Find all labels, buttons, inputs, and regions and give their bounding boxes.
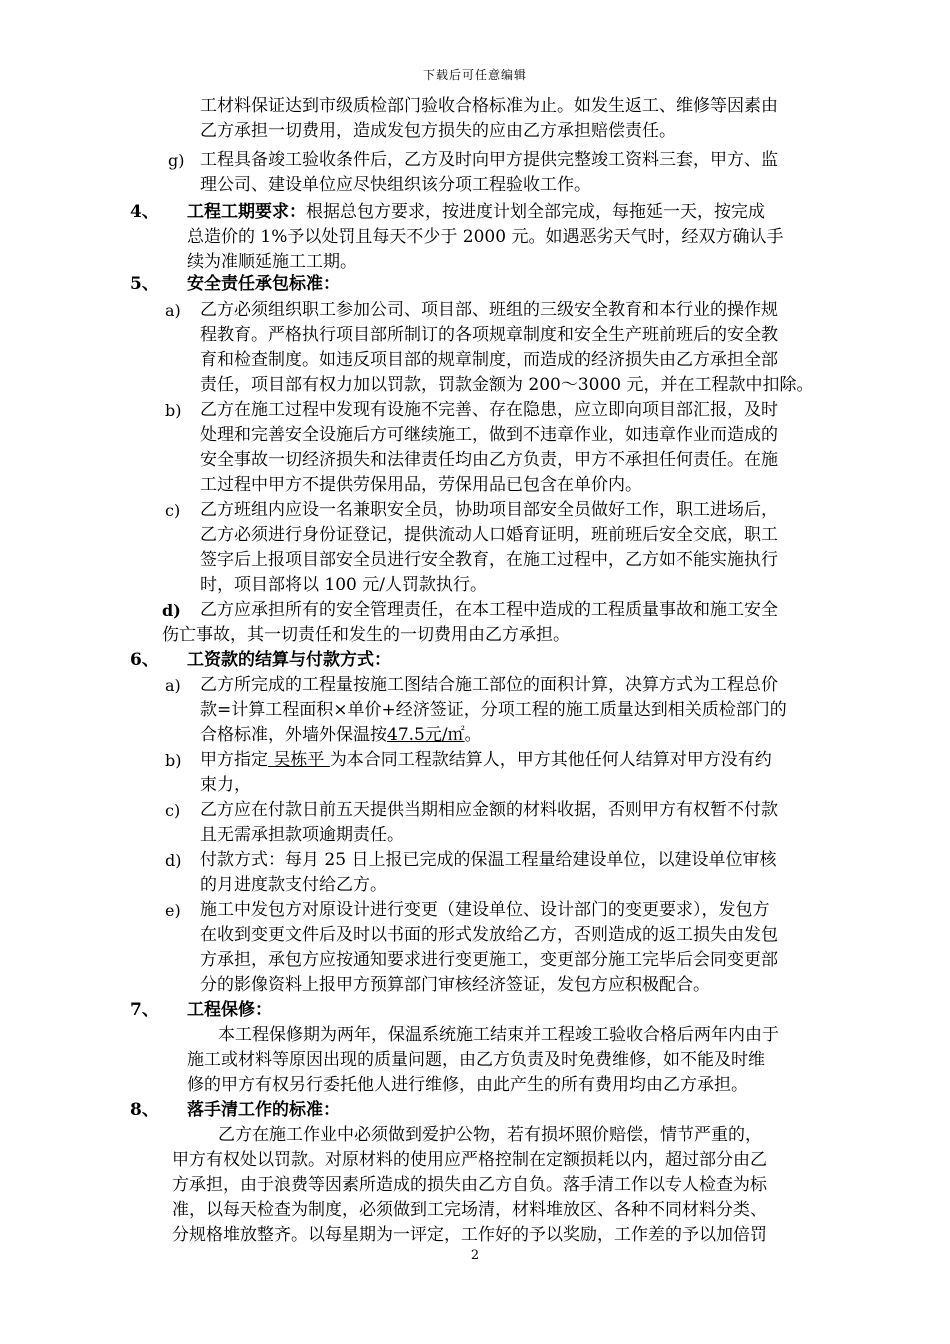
section-heading: 工程工期要求：	[187, 202, 306, 222]
text-line: 施工中发包方对原设计进行变更（建设单位、设计部门的变更要求），发包方	[200, 900, 770, 920]
text-line: 准，以每天检查为制度，必须做到工完场清，材料堆放区、各种不同材料分类、	[172, 1200, 767, 1220]
text-line: 束力，	[200, 775, 251, 795]
text-line: 总造价的 1%予以处罚且每天不少于 2000 元。如遇恶劣天气时，经双方确认手	[187, 227, 784, 247]
text-line: 乙方应承担所有的安全管理责任，在本工程中造成的工程质量事故和施工安全	[200, 600, 778, 620]
section-heading: 工程保修：	[187, 1000, 272, 1020]
text-line: 付款方式：每月 25 日上报已完成的保温工程量给建设单位，以建设单位审核	[200, 850, 777, 870]
text-line: 乙方在施工过程中发现有设施不完善、存在隐患，应立即向项目部汇报，及时	[200, 400, 778, 420]
text-line: 时，项目部将以 100 元/人罚款执行。	[200, 575, 487, 595]
text-line: 理公司、建设单位应尽快组织该分项工程验收工作。	[200, 175, 591, 195]
text-line: 施工或材料等原因出现的质量问题，由乙方负责及时免费维修，如不能及时维	[187, 1050, 765, 1070]
section-heading: 工资款的结算与付款方式：	[187, 650, 391, 670]
text-line: 伤亡事故，其一切责任和发生的一切费用由乙方承担。	[162, 625, 570, 645]
section-number: 5、	[130, 274, 159, 294]
text-line: 分的影像资料上报甲方预算部门审核经济签证，发包方应积极配合。	[200, 975, 710, 995]
text-line: 分规格堆放整齐。以每星期为一评定，工作好的予以奖励，工作差的予以加倍罚	[172, 1225, 767, 1245]
text-line: 本工程保修期为两年，保温系统施工结束并工程竣工验收合格后两年内由于	[218, 1025, 779, 1045]
text-line: 乙方必须组织职工参加公司、项目部、班组的三级安全教育和本行业的操作规	[200, 300, 778, 320]
text-line: 乙方班组内应设一名兼职安全员，协助项目部安全员做好工作，职工进场后，	[200, 500, 778, 520]
text-line: 且无需承担款项逾期责任。	[200, 825, 404, 845]
list-marker: a)	[165, 301, 181, 320]
section-number: 4、	[130, 202, 159, 222]
text-line: 乙方承担一切费用，造成发包方损失的应由乙方承担赔偿责任。	[200, 121, 676, 141]
section-number: 7、	[130, 1000, 159, 1020]
list-marker: c)	[165, 801, 181, 820]
list-marker: e)	[165, 901, 181, 920]
text-line: 工程具备竣工验收条件后，乙方及时向甲方提供完整竣工资料三套，甲方、监	[200, 150, 778, 170]
list-marker: a)	[165, 676, 181, 695]
text-line: 安全事故一切经济损失和法律责任均由乙方负责，甲方不承担任何责任。在施	[200, 450, 778, 470]
text-line: 签字后上报项目部安全员进行安全教育，在施工过程中，乙方如不能实施执行	[200, 550, 778, 570]
list-marker: b)	[165, 401, 182, 420]
text-line: 合格标准，外墙外保温按47.5元/㎡。	[200, 725, 482, 745]
text-line: 责任，项目部有权力加以罚款，罚款金额为 200～3000 元，并在工程款中扣除。	[200, 375, 814, 395]
list-marker: b)	[165, 751, 182, 770]
page-header: 下载后可任意编辑	[422, 68, 527, 82]
text-line: 款=计算工程面积×单价+经济签证，分项工程的施工质量达到相关质检部门的	[200, 700, 787, 720]
section-number: 8、	[130, 1100, 159, 1120]
list-marker: d)	[162, 601, 181, 620]
section-number: 6、	[130, 650, 159, 670]
section-heading: 安全责任承包标准：	[187, 274, 340, 294]
text-line: 续为准顺延施工工期。	[187, 252, 357, 272]
insulation-price: 47.5元/㎡	[387, 725, 465, 745]
settlement-person: 吴栋平	[268, 750, 330, 770]
text-line: 修的甲方有权另行委托他人进行维修，由此产生的所有费用均由乙方承担。	[187, 1075, 748, 1095]
text-line: 甲方指定 吴栋平 为本合同工程款结算人，甲方其他任何人结算对甲方没有约	[200, 750, 772, 770]
list-marker: g)	[168, 151, 185, 170]
text-line: 工材料保证达到市级质检部门验收合格标准为止。如发生返工、维修等因素由	[200, 96, 778, 116]
text-line: 程教育。严格执行项目部所制订的各项规章制度和安全生产班前班后的安全教	[200, 325, 778, 345]
list-marker: c)	[165, 501, 181, 520]
text-line: 工程工期要求：根据总包方要求，按进度计划全部完成，每拖延一天，按完成	[187, 202, 765, 222]
text-line: 工过程中甲方不提供劳保用品，劳保用品已包含在单价内。	[200, 475, 642, 495]
text-line: 乙方在施工作业中必须做到爱护公物，若有损坏照价赔偿，情节严重的，	[218, 1125, 762, 1145]
section-heading: 落手清工作的标准：	[187, 1100, 340, 1120]
text-line: 乙方必须进行身份证登记，提供流动人口婚育证明，班前班后安全交底，职工	[200, 525, 778, 545]
text-line: 处理和完善安全设施后方可继续施工，做到不违章作业，如违章作业而造成的	[200, 425, 778, 445]
page-number: 2	[470, 1248, 480, 1263]
text-line: 育和检查制度。如违反项目部的规章制度，而造成的经济损失由乙方承担全部	[200, 350, 778, 370]
text-line: 方承担，承包方应按通知要求进行变更施工，变更部分施工完毕后会同变更部	[200, 950, 778, 970]
text-line: 方承担，由于浪费等因素所造成的损失由乙方自负。落手清工作以专人检查为标	[172, 1175, 767, 1195]
text-line: 乙方所完成的工程量按施工图结合施工部位的面积计算，决算方式为工程总价	[200, 675, 778, 695]
text-line: 在收到变更文件后及时以书面的形式发放给乙方，否则造成的返工损失由发包	[200, 925, 778, 945]
text-line: 甲方有权处以罚款。对原材料的使用应严格控制在定额损耗以内，超过部分由乙	[172, 1150, 767, 1170]
text-line: 的月进度款支付给乙方。	[200, 875, 387, 895]
list-marker: d)	[165, 851, 182, 870]
text-line: 乙方应在付款日前五天提供当期相应金额的材料收据，否则甲方有权暂不付款	[200, 800, 778, 820]
